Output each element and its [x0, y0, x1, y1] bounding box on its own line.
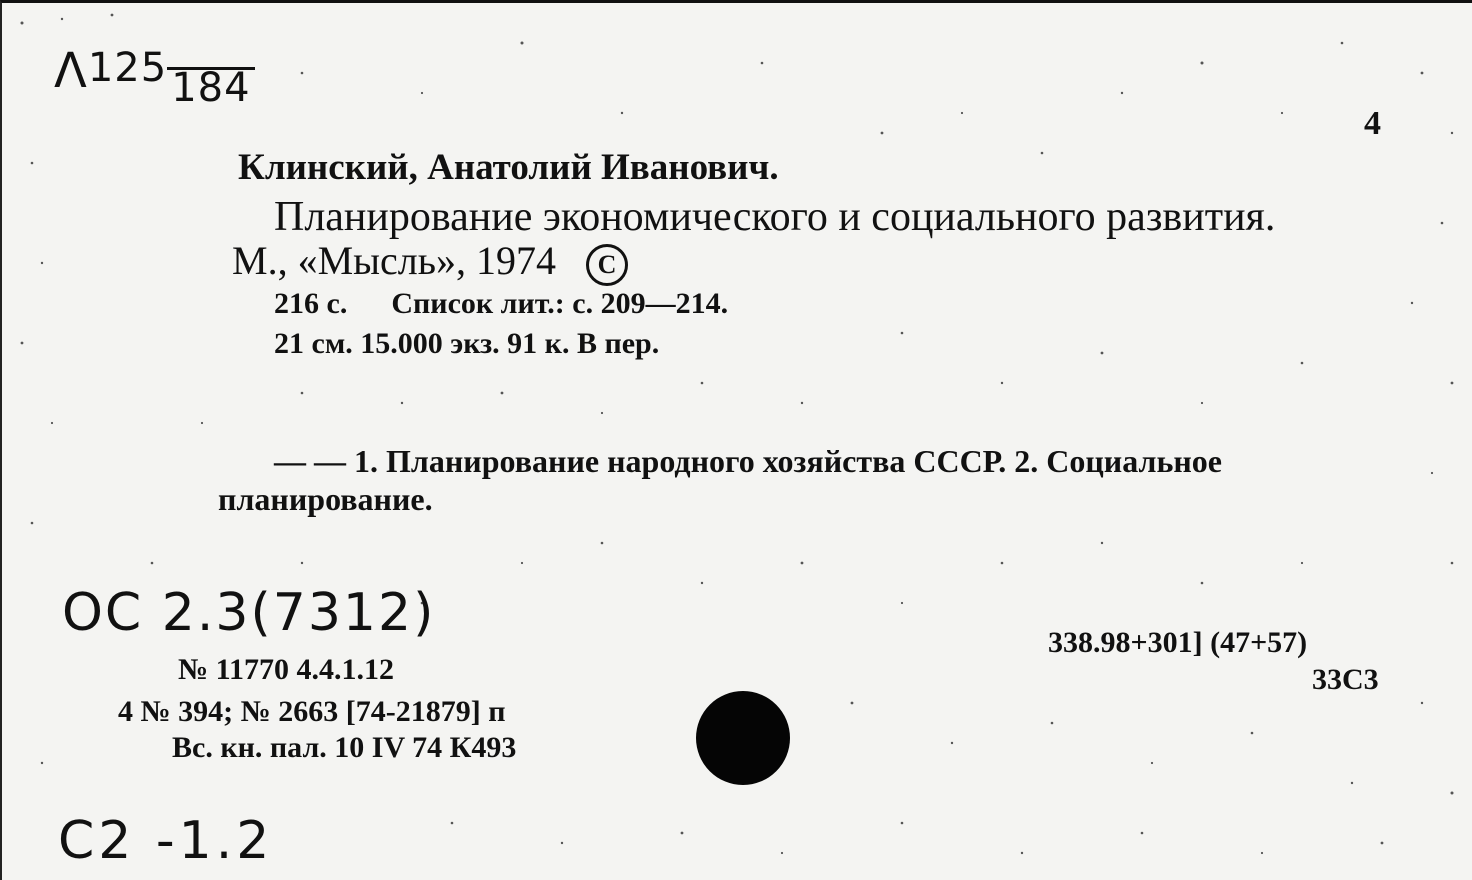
physical-description: 21 см. 15.000 экз. 91 к. В пер.: [274, 327, 660, 360]
book-title: Планирование экономического и социального развития.: [274, 194, 1276, 240]
collation-line: [274, 287, 728, 321]
publisher-imprint: М., «Мысль», 1974: [232, 238, 556, 283]
subject-headings-line-1: — — 1. Планирование народного хозяйства СССР. 2. Социальное: [274, 443, 1222, 479]
copyright-icon: C: [586, 244, 628, 286]
author-heading: Клинский, Анатолий Иванович.: [238, 147, 779, 188]
card-number: 4: [1364, 105, 1381, 142]
book-chamber-record: Вс. кн. пал. 10 IV 74 К493: [172, 731, 517, 764]
punch-hole: [696, 691, 790, 785]
bibliography-note: Список лит.: с. 209—214.: [391, 287, 729, 320]
call-number-main: 125: [87, 45, 168, 91]
call-number-sub: 184: [167, 67, 254, 106]
registration-number: № 11770 4.4.1.12: [178, 653, 394, 686]
call-number-prefix: Λ: [54, 43, 88, 99]
bbk-code: 33С3: [1312, 663, 1379, 696]
handwritten-call-number: [54, 43, 255, 111]
page-count: 216 с.: [274, 287, 348, 320]
handwritten-shelf-mark: С2 -1.2: [58, 811, 274, 871]
registration-details: 4 № 394; № 2663 [74-21879] п: [118, 695, 506, 728]
publisher-line: [232, 237, 628, 286]
handwritten-classification: ОС 2.3(7312): [62, 583, 436, 643]
subject-headings-line-2: планирование.: [218, 481, 433, 517]
udc-code: 338.98+301] (47+57): [1048, 626, 1308, 659]
